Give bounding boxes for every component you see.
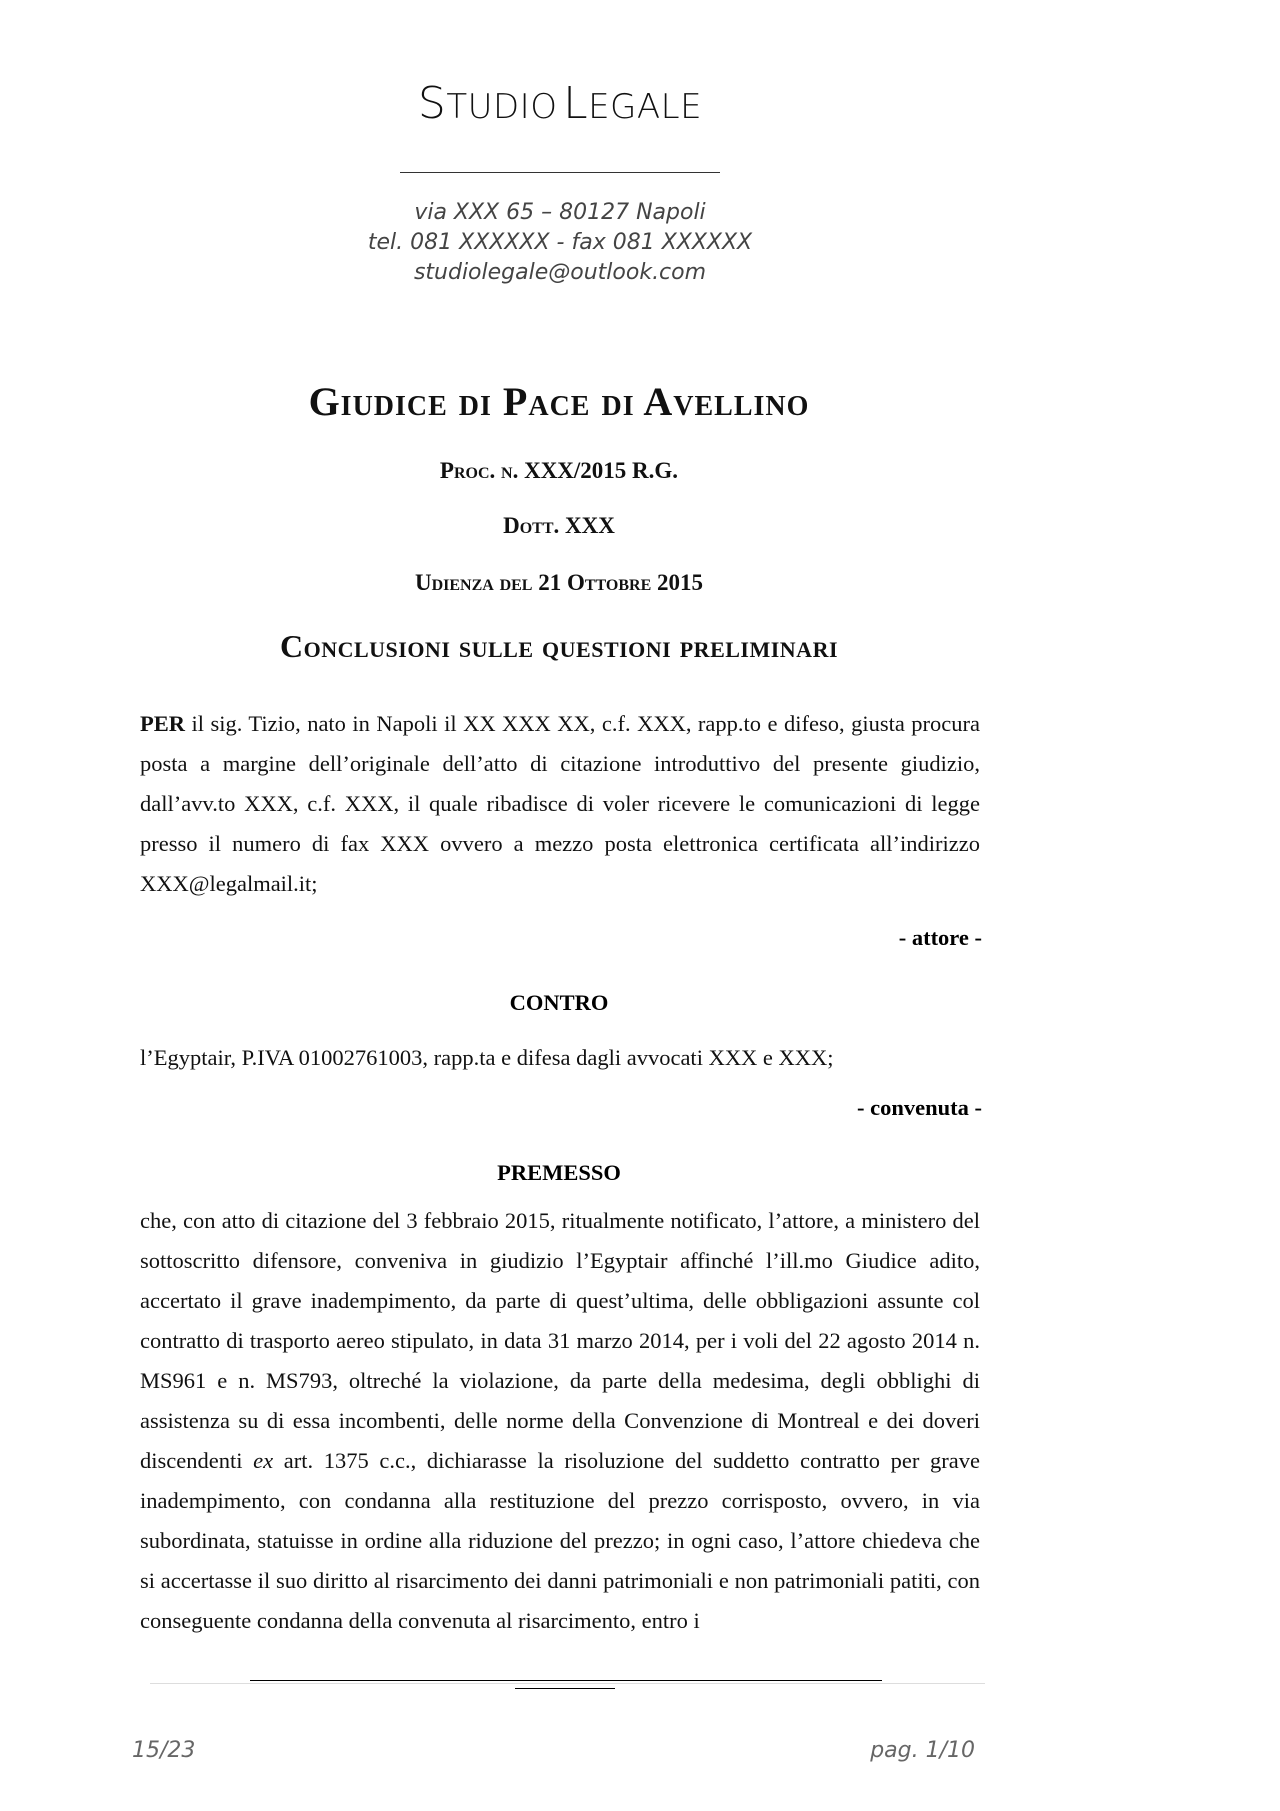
footer-page-counter: 15/23 (132, 1738, 196, 1763)
title-rest-tudio: TUDIO (446, 87, 558, 127)
defendant-label: - convenuta - (857, 1095, 982, 1120)
premesso-heading: PREMESSO (497, 1160, 621, 1185)
letterhead-email: studiolegale@outlook.com (413, 260, 707, 285)
letterhead-contact-block (300, 198, 820, 288)
plaintiff-label: - attore - (898, 925, 982, 950)
judge-name: Dott. XXX (503, 513, 615, 538)
hearing-date: Udienza del 21 Ottobre 2015 (414, 570, 704, 595)
contro-heading: CONTRO (509, 990, 609, 1015)
letterhead-title (300, 78, 820, 129)
conclusions-heading: Conclusioni sulle questioni preliminari (279, 628, 839, 664)
plaintiff-paragraph (140, 704, 980, 904)
letterhead-divider (400, 172, 720, 173)
letterhead-address: via XXX 65 – 80127 Napoli (414, 200, 706, 225)
footer-rule-short (515, 1688, 615, 1689)
defendant-paragraph: l’Egyptair, P.IVA 01002761003, rapp.ta e difesa dagli avvocati XXX e XXX; (140, 1045, 834, 1070)
premesso-text-part-1: che, con atto di citazione del 3 febbraio 2015, ritualmente notificato, l’attore, a ministero del sottoscritto difensore, conveniva in giudizio l’Egyptair affinché l’ill.mo Giudice adito, accertato il grave inadempimento, da parte di quest’ultima, delle obbligazioni assunte col contratto di trasporto aereo stipulato, in data 31 marzo 2014, per i voli del 22 agosto 2014 n. MS961 e n. MS793, oltreché la violazione, da parte della medesima, degli obblighi di assistenza su di essa incombenti, delle norme della Convenzione di Montreal e dei doveri discendenti (140, 1208, 980, 1473)
premesso-text-part-2: art. 1375 c.c., dichiarasse la risoluzione del suddetto contratto per grave inadempimento, con condanna alla restituzione del prezzo corrisposto, ovvero, in via subordinata, statuisse in ordine alla riduzione del prezzo; in ogni caso, l’attore chiedeva che si accertasse il suo diritto al risarcimento dei danni patrimoniali e non patrimoniali patiti, con conseguente condanna della convenuta al risarcimento, entro i (140, 1448, 980, 1633)
per-text: il sig. Tizio, nato in Napoli il XX XXX XX, c.f. XXX, rapp.to e difeso, giusta procura posta a margine dell’originale dell’atto di citazione introduttivo del presente giudizio, dall’avv.to XXX, c.f. XXX, il quale ribadisce di voler ricevere le comunicazioni di legge presso il numero di fax XXX ovvero a mezzo posta elettronica certificata all’indirizzo XXX@legalmail.it; (140, 711, 980, 896)
footer-page-number: pag. 1/10 (870, 1738, 975, 1763)
premesso-ex-italic: ex (253, 1448, 274, 1473)
footer-rule-light (150, 1683, 985, 1684)
procedure-number: Proc. n. XXX/2015 R.G. (439, 458, 679, 483)
title-initial-s: S (417, 78, 447, 129)
footer-rule (250, 1680, 882, 1681)
per-label: PER (140, 711, 185, 736)
title-rest-egale: EGALE (588, 87, 703, 127)
title-initial-l: L (563, 78, 589, 129)
premesso-paragraph (140, 1201, 980, 1641)
court-heading: Giudice di Pace di Avellino (308, 379, 810, 424)
letterhead-phone-fax: tel. 081 XXXXXX - fax 081 XXXXXX (367, 230, 753, 255)
